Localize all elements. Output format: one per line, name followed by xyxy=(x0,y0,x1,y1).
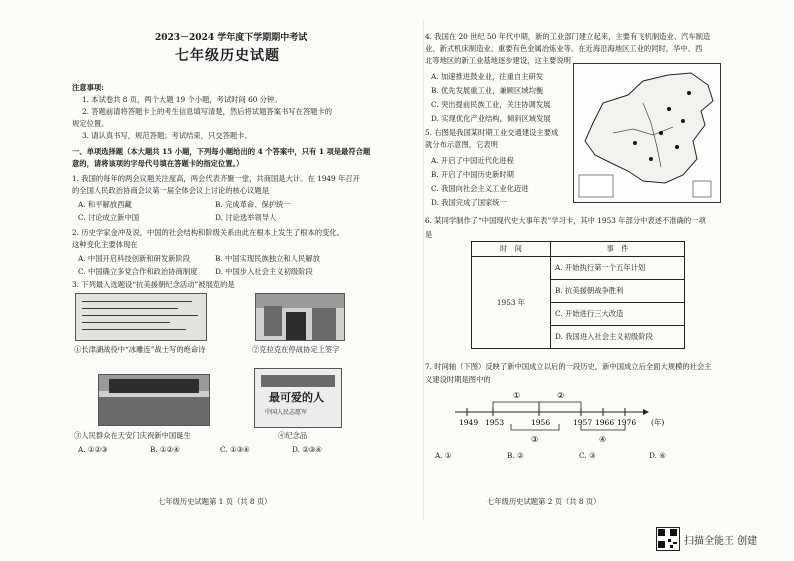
q7-option-d: D. ④ xyxy=(649,451,666,460)
table-event-cell: A. 开始执行第一个五年计划 xyxy=(551,257,685,280)
q5-option-c: C. 我国向社会主义工业化迈进 xyxy=(431,184,529,193)
timeline-brace-2 xyxy=(539,402,581,408)
handwritten-poem-image xyxy=(75,293,207,341)
timeline-mark-1: ① xyxy=(513,391,521,400)
q4-option-d: D. 实现优化产业结构，倾斜区域发展 xyxy=(431,114,551,123)
events-table xyxy=(471,241,685,349)
map-marker xyxy=(649,157,653,161)
timeline-ticks xyxy=(459,408,636,427)
note-line: 3. 请认真书写，规范答题；考试结束，只交答题卡。 xyxy=(82,131,252,140)
timeline-year-label: 1976 xyxy=(617,418,637,427)
table-header-row xyxy=(472,242,685,257)
image-caption-2: ②克拉克在停战协定上签字 xyxy=(252,345,340,354)
china-industry-map xyxy=(573,63,721,203)
q1-option-c: C. 讨论成立新中国 xyxy=(78,213,140,222)
q7-option-a: A. ① xyxy=(435,451,452,460)
page-2 xyxy=(425,0,725,530)
q5-option-d: D. 我国完成了国家统一 xyxy=(431,198,507,207)
question-2-stem: 2. 历史学家金冲及说，中国的社会结构和阶级关系由此在根本上发生了根本的变化。 xyxy=(72,228,344,237)
note-line: 规定位置。 xyxy=(72,119,109,128)
map-marker xyxy=(667,107,671,111)
table-event-cell: D. 我国进入社会主义初级阶段 xyxy=(551,326,685,349)
scanner-watermark-text: 扫描全能王 创建 xyxy=(684,536,758,547)
q1-option-a: A. 和平解放西藏 xyxy=(78,200,132,209)
timeline-year-label: 1966 xyxy=(595,418,615,427)
map-marker xyxy=(659,131,663,135)
q2-option-c: C. 中国确立多党合作和政治协商制度 xyxy=(78,267,198,276)
q2-option-a: A. 中国开启科技创新和研发新阶段 xyxy=(78,254,191,263)
section-heading: 一、单项选择题（本大题共 15 小题，下列每小题给出的 4 个答案中，只有 1 项是最符合题 xyxy=(72,147,371,156)
souvenir-poster-image xyxy=(254,368,342,428)
timeline-year-label: 1953 xyxy=(485,418,505,427)
q3-option-a: A. ①②③ xyxy=(78,445,108,454)
poster-sub-text: 中国人民志愿军 xyxy=(265,409,308,416)
map-marker xyxy=(633,141,637,145)
question-3-stem: 3. 下列最入选题设“抗美援朝纪念活动”被展览的是 xyxy=(72,280,235,289)
q1-option-b: B. 完成革命、保护统一 xyxy=(215,200,291,209)
image-caption-3: ③人民群众在天安门庆祝新中国诞生 xyxy=(74,431,191,440)
history-timeline xyxy=(445,384,685,456)
tiananmen-celebration-image xyxy=(98,374,210,426)
timeline-arrow xyxy=(643,409,649,415)
q3-option-c: C. ①③④ xyxy=(220,445,250,454)
question-7-stem: 7. 时间轴（下图）反映了新中国成立以后的一段历史，新中国成立后全面大规模的社会主 xyxy=(425,362,712,371)
q3-option-d: D. ②③④ xyxy=(292,445,322,454)
q7-option-c: C. ③ xyxy=(579,451,596,460)
q2-option-b: B. 中国实现民族独立和人民解放 xyxy=(215,254,320,263)
q4-option-c: C. 突出提前民族工业，关注协调发展 xyxy=(431,100,551,109)
question-4-stem: 4. 我国在 20 世纪 50 年代中期，新的工业部门建立起来，主要有飞机制造业、汽车制造 xyxy=(425,32,711,41)
question-7-stem: 义建设时期是图中的 xyxy=(425,375,491,384)
table-event-cell: C. 开始进行三大改造 xyxy=(551,303,685,326)
timeline-year-label: 1949 xyxy=(459,418,479,427)
table-header-event: 事 件 xyxy=(551,242,685,257)
page-divider xyxy=(423,20,424,520)
map-marker xyxy=(681,119,685,123)
timeline-year-label: 1956 xyxy=(531,418,551,427)
table-header-time: 时 间 xyxy=(472,242,551,257)
question-1-stem: 的全国人民政治协商会议第一届全体会议上讨论的核心议题是 xyxy=(72,186,270,195)
timeline-mark-2: ② xyxy=(557,391,565,400)
timeline-brace-1 xyxy=(493,402,539,408)
table-row xyxy=(472,257,685,280)
exam-title: 2023－2024 学年度下学期期中考试 xyxy=(155,33,308,43)
question-4-stem: 业、新式机床制造业、重要有色金属冶炼业等。在近海沿海地区工业的同时，华中、西 xyxy=(425,44,703,53)
qr-code-icon xyxy=(656,527,680,551)
section-heading: 意的，请将该项的字母代号填在答题卡的指定位置。） xyxy=(72,159,244,168)
table-event-cell: B. 抗美援朝战争胜利 xyxy=(551,280,685,303)
q1-option-d: D. 讨论选举领导人 xyxy=(215,213,277,222)
map-marker xyxy=(675,145,679,149)
poster-main-text: 最可爱的人 xyxy=(269,391,324,404)
question-6-stem: 是 xyxy=(425,230,433,239)
page-1 xyxy=(70,0,422,530)
q3-option-b: B. ①②④ xyxy=(150,445,180,454)
question-4-stem: 北等地区的新工业基地逐步建设，这主要说明 xyxy=(425,56,571,65)
map-marker xyxy=(687,91,691,95)
question-2-stem: 这种变化主要体现在 xyxy=(72,240,138,249)
q7-option-b: B. ② xyxy=(507,451,524,460)
notes-heading: 注意事项: xyxy=(72,83,104,92)
image-caption-4: ④纪念品 xyxy=(278,431,308,440)
timeline-mark-4: ④ xyxy=(599,435,607,444)
question-5-stem: 5. 右图是我国某时期工业交通建设主要成 xyxy=(425,128,559,137)
timeline-year-label: 1957 xyxy=(573,418,593,427)
map-legend xyxy=(579,175,613,197)
armistice-signing-image xyxy=(255,293,345,341)
image-caption-1: ①长津湖战役中“冰雕连”战士写的绝命诗 xyxy=(74,345,206,354)
question-1-stem: 1. 我国的每年的两会议题关注度高，两会代表齐聚一堂，共商国是大计。在 1949 年召开 xyxy=(72,174,360,183)
q5-option-b: B. 开启了中国历史新时期 xyxy=(431,170,514,179)
question-5-stem: 就分布示意图，它表明 xyxy=(425,140,498,149)
table-year-cell: 1953 年 xyxy=(472,257,551,349)
q2-option-d: D. 中国步入社会主义初级阶段 xyxy=(215,267,313,276)
map-inset xyxy=(693,181,711,197)
page-2-footer: 七年级历史试题第 2 页（共 8 页） xyxy=(487,497,601,506)
q5-option-a: A. 开启了中国近代化进程 xyxy=(431,156,514,165)
page-1-footer: 七年级历史试题第 1 页（共 8 页） xyxy=(158,497,272,506)
q4-option-b: B. 优先发展重工业，兼顾区域均衡 xyxy=(431,86,544,95)
note-line: 1. 本试卷共 8 页，两个大题 19 个小题，考试时间 60 分钟。 xyxy=(82,95,282,104)
timeline-unit: (年) xyxy=(651,418,665,427)
note-line: 2. 答题前请将答题卡上的考生信息填写清楚，然后将试题答案书写在答题卡的 xyxy=(82,107,333,116)
subject-title: 七年级历史试题 xyxy=(175,48,280,64)
timeline-mark-3: ③ xyxy=(531,435,539,444)
q4-option-a: A. 加速推进鼓业业，往重自主研发 xyxy=(431,72,544,81)
question-6-stem: 6. 某同学制作了“中国现代史大事年表”学习卡，其中 1953 年部分中表述不准确的一项 xyxy=(425,216,706,225)
